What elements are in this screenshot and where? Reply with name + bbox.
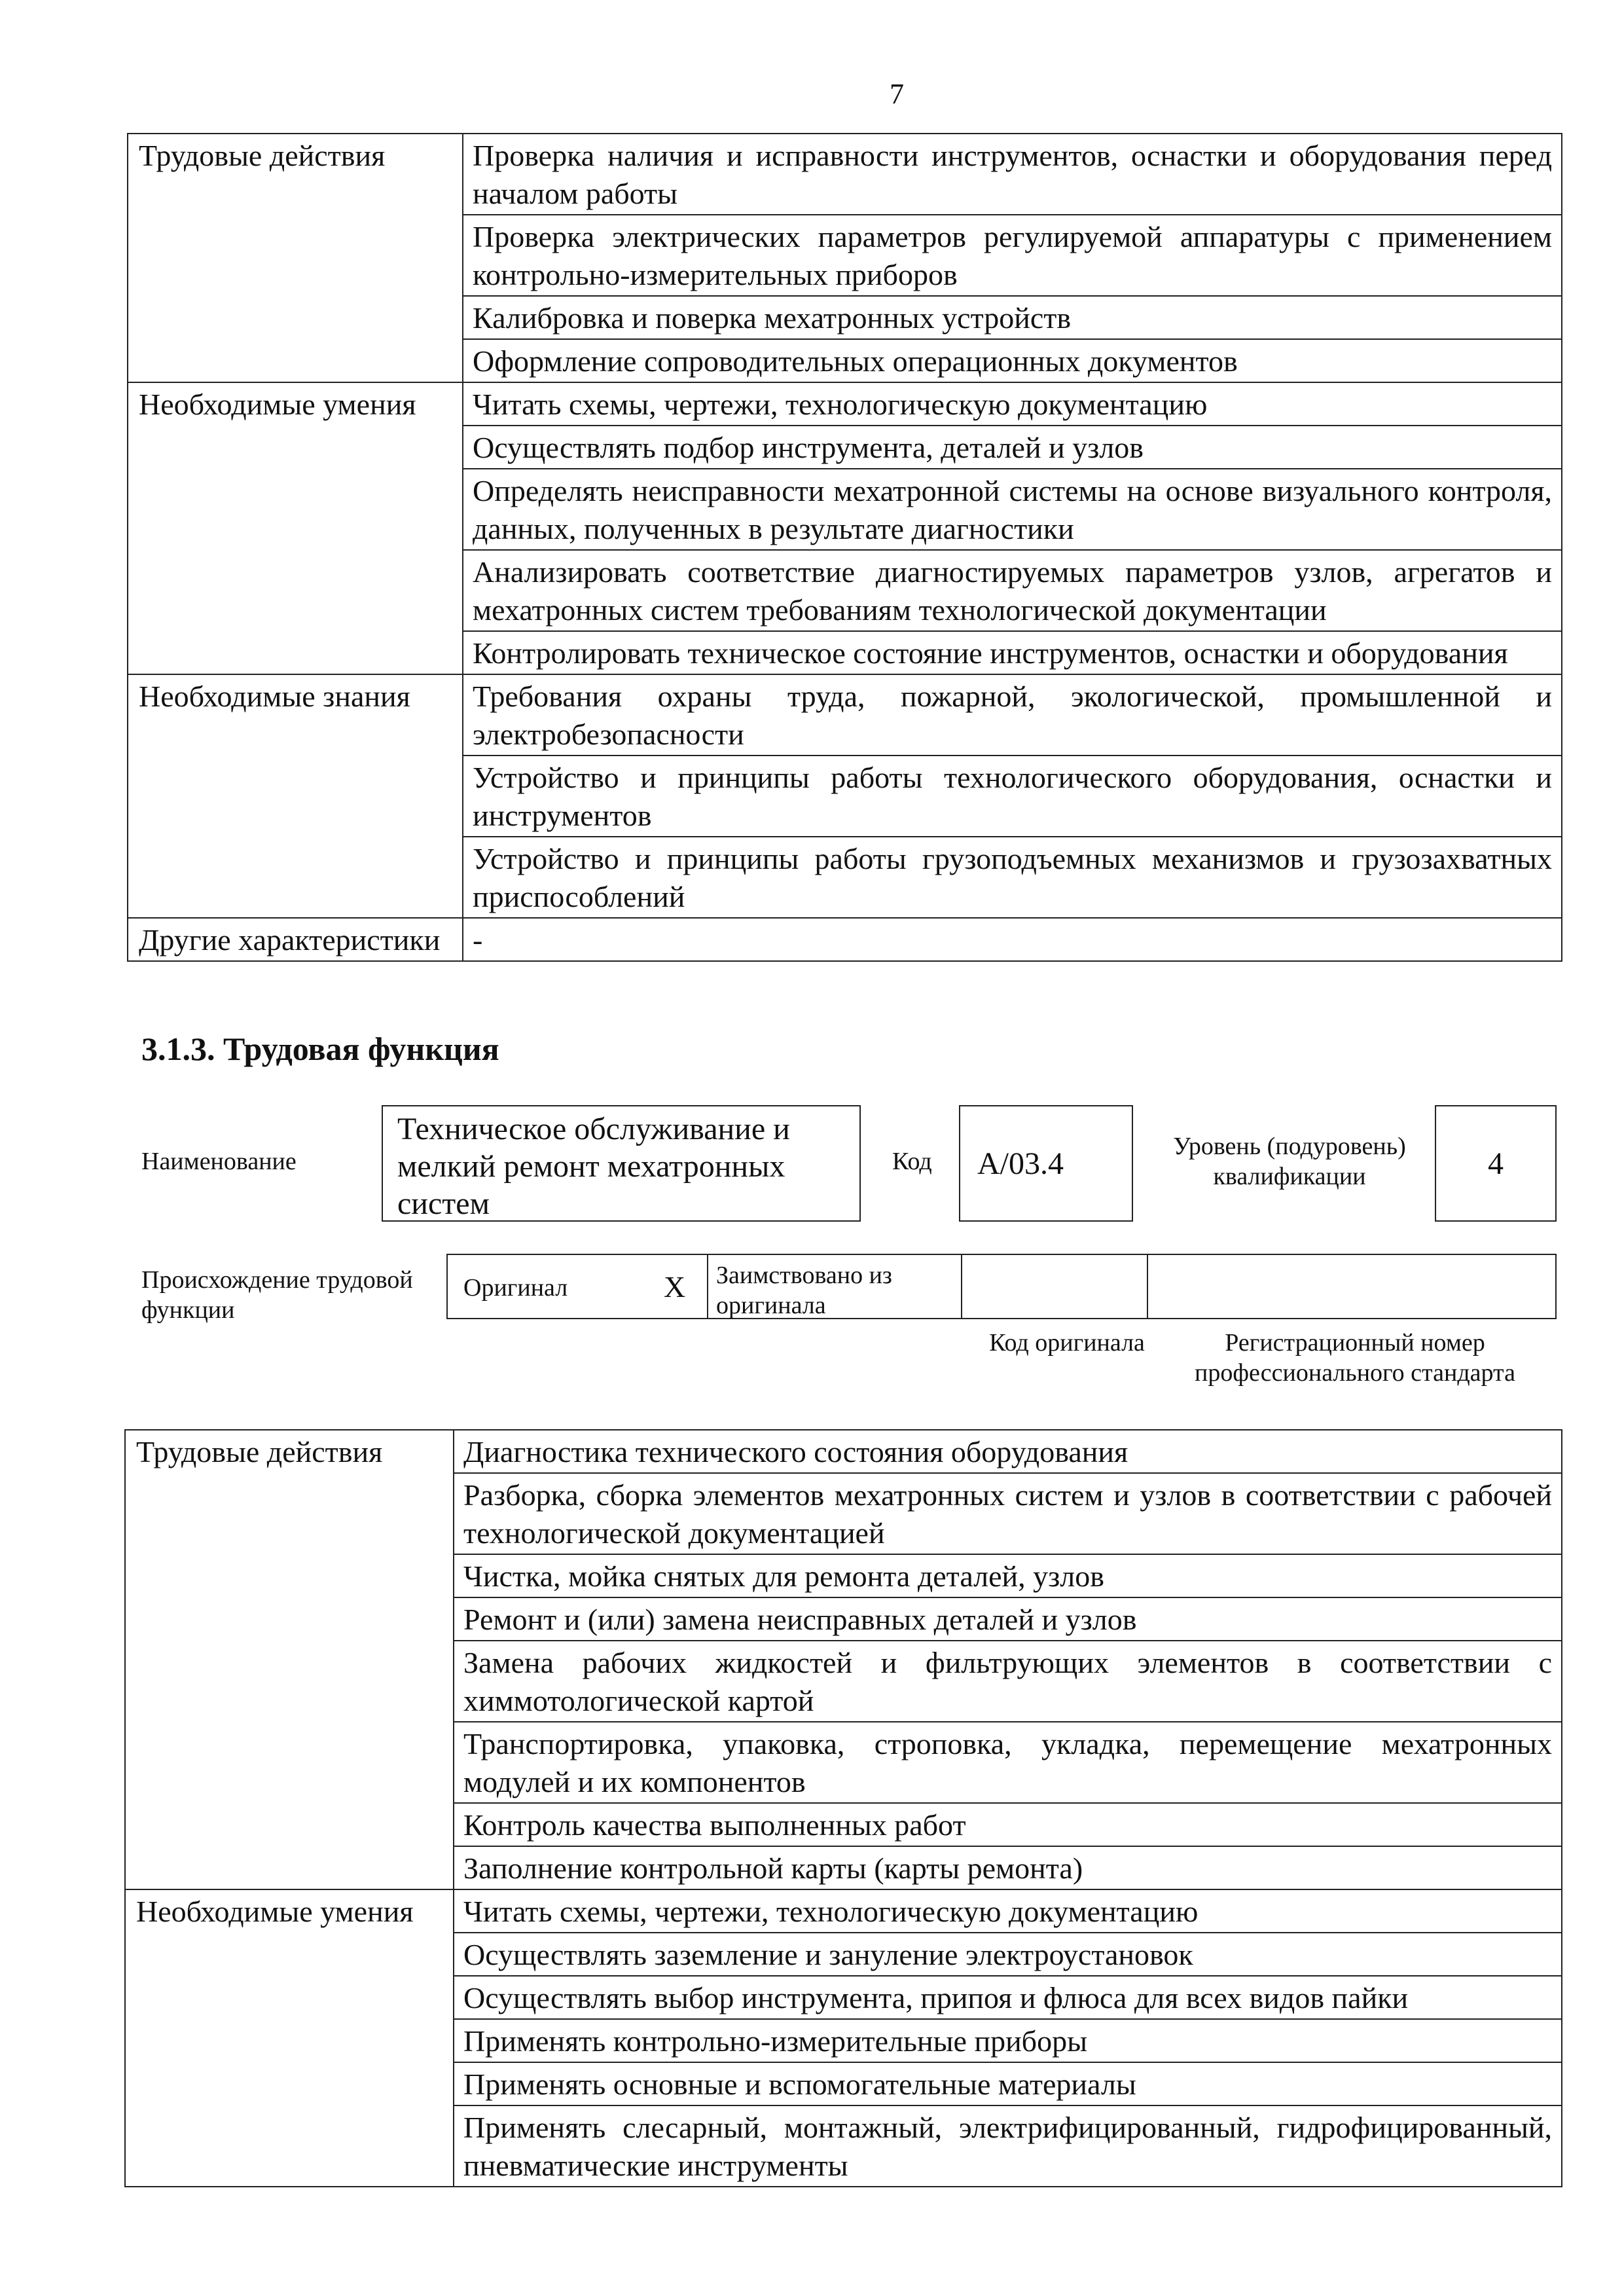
name-label: Наименование xyxy=(141,1148,297,1175)
group-item: Устройство и принципы работы технологического оборудования, оснастки и инструментов xyxy=(463,756,1562,837)
group-item: Диагностика технического состояния оборудования xyxy=(454,1430,1562,1473)
group-item: Проверка электрических параметров регулируемой аппаратуры с применением контрольно-измерительных приборов xyxy=(463,215,1562,296)
group-item: Применять контрольно-измерительные приборы xyxy=(454,2019,1562,2062)
group-item: Читать схемы, чертежи, технологическую документацию xyxy=(463,382,1562,426)
group-item: Осуществлять выбор инструмента, припоя и флюса для всех видов пайки xyxy=(454,1976,1562,2019)
group-item: Применять слесарный, монтажный, электрифицированный, гидрофицированный, пневматические инструменты xyxy=(454,2105,1562,2187)
group-label: Необходимые умения xyxy=(128,382,463,674)
original-cell xyxy=(446,1254,708,1319)
top-table-body xyxy=(128,134,1562,961)
original-mark: X xyxy=(664,1270,686,1303)
group-label: Необходимые знания xyxy=(128,674,463,918)
registration-number-caption: Регистрационный номер профессионального стандарта xyxy=(1195,1329,1515,1387)
section-heading: 3.1.3. Трудовая функция xyxy=(141,1030,499,1067)
group-item: Заполнение контрольной карты (карты ремонта) xyxy=(454,1846,1562,1889)
group-item: Оформление сопроводительных операционных документов xyxy=(463,339,1562,382)
registration-number-cell xyxy=(1147,1254,1557,1319)
group-item: Замена рабочих жидкостей и фильтрующих элементов в соответствии с химмотологической картой xyxy=(454,1641,1562,1722)
group-label: Необходимые умения xyxy=(125,1889,454,2187)
code-original-caption: Код оригинала xyxy=(989,1329,1145,1357)
origin-row xyxy=(448,1254,1557,1319)
table-row xyxy=(128,674,1562,756)
group-item: Применять основные и вспомогательные материалы xyxy=(454,2062,1562,2105)
top-competency-table xyxy=(127,133,1562,962)
bottom-table-body xyxy=(125,1430,1562,2187)
group-item: Осуществлять подбор инструмента, деталей и узлов xyxy=(463,426,1562,469)
bottom-competency-table xyxy=(124,1429,1562,2187)
original-label: Оригинал xyxy=(463,1274,568,1302)
table-row xyxy=(128,134,1562,215)
group-item: Требования охраны труда, пожарной, экологической, промышленной и электробезопасности xyxy=(463,674,1562,756)
group-item: Анализировать соответствие диагностируемых параметров узлов, агрегатов и мехатронных систем требованиям технологической документации xyxy=(463,550,1562,631)
table-row xyxy=(125,1430,1562,1473)
level-label: Уровень (подуровень) квалификации xyxy=(1173,1133,1406,1190)
table-row xyxy=(128,918,1562,961)
level-value-box: 4 xyxy=(1435,1105,1557,1222)
group-item: - xyxy=(463,918,1562,961)
group-label: Другие характеристики xyxy=(128,918,463,961)
group-item: Определять неисправности мехатронной системы на основе визуального контроля, данных, полученных в результате диагностики xyxy=(463,469,1562,550)
table-row xyxy=(125,1889,1562,1933)
original-code-cell xyxy=(961,1254,1148,1319)
group-item: Читать схемы, чертежи, технологическую документацию xyxy=(454,1889,1562,1933)
group-item: Контроль качества выполненных работ xyxy=(454,1803,1562,1846)
group-item: Осуществлять заземление и зануление электроустановок xyxy=(454,1933,1562,1976)
borrowed-cell: Заимствовано из оригинала xyxy=(707,1254,962,1319)
table-row xyxy=(128,382,1562,426)
group-item: Контролировать техническое состояние инструментов, оснастки и оборудования xyxy=(463,631,1562,674)
group-item: Чистка, мойка снятых для ремонта деталей, узлов xyxy=(454,1554,1562,1597)
group-item: Транспортировка, упаковка, строповка, укладка, перемещение мехатронных модулей и их компонентов xyxy=(454,1722,1562,1803)
group-item: Калибровка и поверка мехатронных устройств xyxy=(463,296,1562,339)
group-item: Разборка, сборка элементов мехатронных систем и узлов в соответствии с рабочей технологической документацией xyxy=(454,1473,1562,1554)
group-item: Ремонт и (или) замена неисправных деталей и узлов xyxy=(454,1597,1562,1641)
group-item: Проверка наличия и исправности инструментов, оснастки и оборудования перед началом работы xyxy=(463,134,1562,215)
code-label: Код xyxy=(892,1148,932,1175)
group-item: Устройство и принципы работы грузоподъемных механизмов и грузозахватных приспособлений xyxy=(463,837,1562,918)
group-label: Трудовые действия xyxy=(125,1430,454,1889)
function-name-box: Техническое обслуживание и мелкий ремонт мехатронных систем xyxy=(382,1105,861,1222)
group-label: Трудовые действия xyxy=(128,134,463,382)
page-number: 7 xyxy=(890,78,904,110)
code-value-box: А/03.4 xyxy=(959,1105,1133,1222)
origin-label: Происхождение трудовой функции xyxy=(141,1266,413,1324)
